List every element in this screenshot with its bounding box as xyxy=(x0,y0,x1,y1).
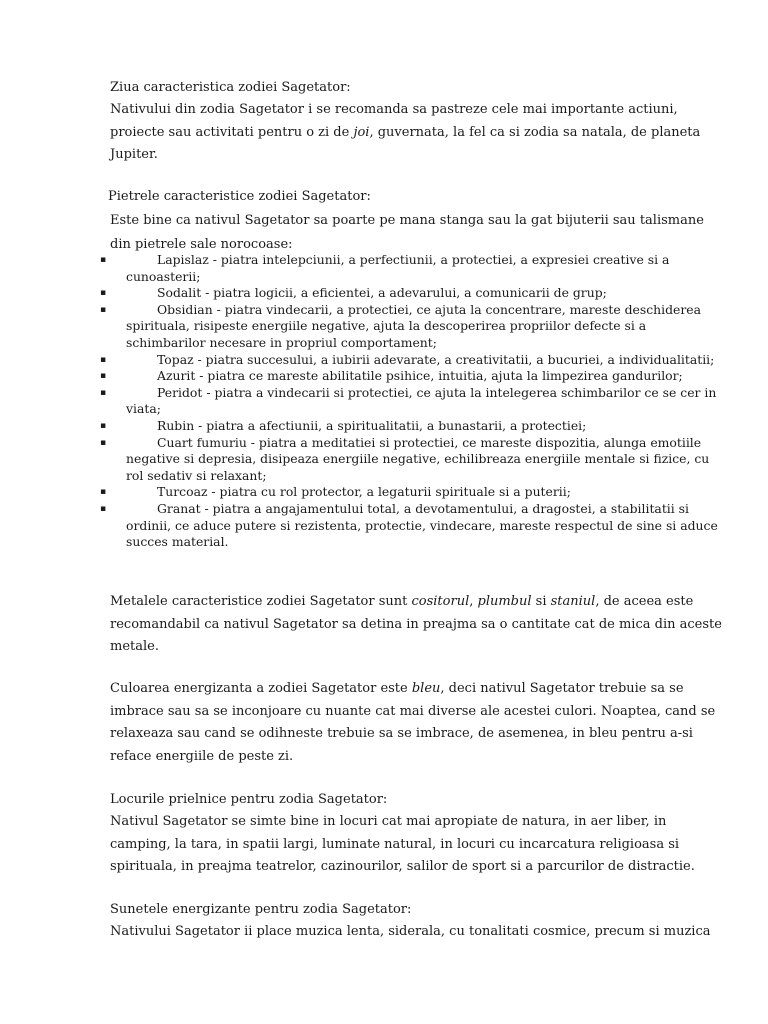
stone-description: - piatra a angajamentului total, a devotamentului, a dragostei, a stabilitatii si ordinii, ce aduce putere si rezistenta, protectie, vindecare, mareste respectul de sine si aduce succes material. xyxy=(126,500,718,550)
stone-item xyxy=(100,285,720,302)
stone-description: - piatra a afectiunii, a spiritualitatii, a bunastarii, a protectiei; xyxy=(194,417,587,433)
section-paragraph: Metalele caracteristice zodiei Sagetator sunt cositorul, plumbul si staniul, de aceea este recomandabil ca nativul Sagetator sa detina in preajma sa o cantitate cat de mica din aceste metale. xyxy=(110,594,722,654)
metal-name: staniul xyxy=(550,594,596,609)
section-paragraph: Nativului din zodia Sagetator i se recomanda sa pastreze cele mai importante actiuni, proiecte sau activitati pentru o zi de joi, guvernata, la fel ca si zodia sa natala, de planeta Jupiter. xyxy=(110,102,701,162)
bullet-icon: ▪ xyxy=(100,304,107,315)
bullet-icon: ▪ xyxy=(100,354,107,365)
bullet-icon: ▪ xyxy=(100,371,107,382)
bullet-icon: ▪ xyxy=(100,503,107,514)
color-name: bleu xyxy=(411,681,441,696)
section-stones xyxy=(108,186,720,257)
section-paragraph: Nativul Sagetator se simte bine in locuri cat mai apropiate de natura, in aer liber, in camping, la tara, in spatii largi, luminate natural, in locuri cu incarcatura religioasa si spirituala, in preajma teatrelor, cazinourilor, salilor de sport si a parcurilor de distractie. xyxy=(110,814,695,874)
section-heading: Pietrele caracteristice zodiei Sagetator: xyxy=(108,189,371,204)
stones-list xyxy=(100,252,720,551)
stone-name: Turcoaz xyxy=(157,484,208,500)
stone-item xyxy=(100,418,720,435)
stone-item xyxy=(100,252,720,285)
metal-name: plumbul xyxy=(477,594,532,609)
stone-name: Rubin xyxy=(157,417,195,433)
section-day xyxy=(110,77,722,167)
bullet-icon: ▪ xyxy=(100,487,107,498)
stone-description: - piatra a meditatiei si protectiei, ce mareste dispozitia, alunga emotiile negative si depresia, disipeaza energiile negative, echilibreaza energiile mentale si fizice, cu rol sedativ si relaxant; xyxy=(126,434,710,483)
section-metals xyxy=(110,591,722,659)
section-heading: Locurile prielnice pentru zodia Sagetator: xyxy=(110,792,388,807)
stone-item xyxy=(100,435,720,485)
stone-item xyxy=(100,352,720,369)
bullet-icon: ▪ xyxy=(100,255,107,265)
stone-name: Peridot xyxy=(157,384,203,400)
stone-item xyxy=(100,302,720,352)
section-sounds xyxy=(110,899,722,944)
stone-description: - piatra logicii, a eficientei, a adevarului, a comunicarii de grup; xyxy=(201,285,607,301)
stone-name: Lapislaz xyxy=(157,252,209,267)
stone-item xyxy=(100,484,720,501)
stone-description: - piatra a vindecarii si protectiei, ce ajuta la intelegerea schimbarilor ce se cer in viata; xyxy=(126,384,717,417)
section-heading: Sunetele energizante pentru zodia Sagetator: xyxy=(110,902,412,917)
stone-name: Granat xyxy=(157,500,201,516)
stone-description: - piatra cu rol protector, a legaturii spirituale si a puterii; xyxy=(207,484,571,500)
metal-name: cositorul xyxy=(411,594,470,609)
bullet-icon: ▪ xyxy=(100,387,107,398)
bullet-icon: ▪ xyxy=(100,288,107,299)
emphasis-day: joi xyxy=(353,124,370,140)
section-paragraph: Culoarea energizanta a zodiei Sagetator este bleu, deci nativul Sagetator trebuie sa se imbrace sau sa se inconjoare cu nuante cat mai diverse ale acestei culori. Noaptea, cand se relaxeaza sau cand se odihneste trebuie sa se imbrace, de asemenea, in bleu pentru a-si reface energiile de peste zi. xyxy=(110,681,716,764)
section-paragraph: Este bine ca nativul Sagetator sa poarte pe mana stanga sau la gat bijuterii sau talismane din pietrele sale norocoase: xyxy=(110,213,704,252)
stone-item xyxy=(100,501,720,551)
stone-description: - piatra intelepciunii, a perfectiunii, a protectiei, a expresiei creative si a cunoasterii; xyxy=(126,252,670,284)
stone-item xyxy=(100,368,720,385)
stone-name: Sodalit xyxy=(157,285,202,301)
stone-item xyxy=(100,385,720,418)
stone-name: Cuart fumuriu xyxy=(157,434,247,450)
bullet-icon: ▪ xyxy=(100,437,107,448)
section-heading: Ziua caracteristica zodiei Sagetator: xyxy=(110,80,351,95)
section-places xyxy=(110,789,722,879)
stone-description: - piatra succesului, a iubirii adevarate, a creativitatii, a bucuriei, a individualitatii; xyxy=(193,351,715,367)
stone-description: - piatra ce mareste abilitatile psihice, intuitia, ajuta la limpezirea gandurilor; xyxy=(195,368,683,384)
stone-description: - piatra vindecarii, a protectiei, ce ajuta la concentrare, mareste deschiderea spirituala, risipeste energiile negative, ajuta la descoperirea propriilor defecte si a schimbarilor necesare in propriul comportament; xyxy=(126,301,702,350)
stone-name: Topaz xyxy=(157,351,194,367)
section-paragraph: Nativului Sagetator ii place muzica lenta, siderala, cu tonalitati cosmice, precum si muzica xyxy=(110,924,711,939)
section-color xyxy=(110,678,722,768)
stone-name: Obsidian xyxy=(157,301,213,317)
stone-name: Azurit xyxy=(157,368,196,384)
bullet-icon: ▪ xyxy=(100,420,107,431)
